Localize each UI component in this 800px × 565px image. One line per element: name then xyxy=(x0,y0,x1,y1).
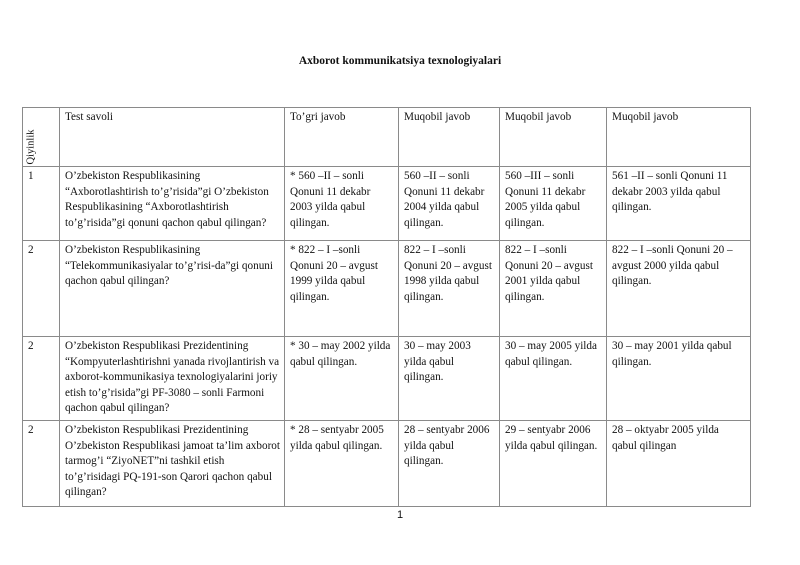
question-cell: O’zbekiston Respublikasining “Telekommunikasiyalar to’g’risi-da”gi qonuni qachon qabul qilingan? xyxy=(60,241,285,337)
question-cell: O’zbekiston Respublikasi Prezidentining O’zbekiston Respublikasi jamoat ta’lim axborot tarmog’i “ZiyoNET”ni tashkil etish to’g’risidagi PQ-191-son Qarori qachon qabul qilingan? xyxy=(60,421,285,507)
difficulty-cell: 2 xyxy=(23,337,60,421)
header-alternative-answer-3: Muqobil javob xyxy=(607,108,751,167)
correct-answer-cell: * 560 –II – sonli Qonuni 11 dekabr 2003 yilda qabul qilingan. xyxy=(285,167,399,241)
difficulty-cell: 2 xyxy=(23,241,60,337)
header-alternative-answer-2: Muqobil javob xyxy=(500,108,607,167)
header-difficulty xyxy=(23,108,60,167)
alternative-answer-cell: 28 – sentyabr 2006 yilda qabul qilingan. xyxy=(399,421,500,507)
alternative-answer-cell: 30 – may 2003 yilda qabul qilingan. xyxy=(399,337,500,421)
table-row xyxy=(23,421,751,507)
alternative-answer-cell: 29 – sentyabr 2006 yilda qabul qilingan. xyxy=(500,421,607,507)
table-row xyxy=(23,337,751,421)
difficulty-cell: 1 xyxy=(23,167,60,241)
correct-answer-cell: * 822 – I –sonli Qonuni 20 – avgust 1999 yilda qabul qilingan. xyxy=(285,241,399,337)
alternative-answer-cell: 30 – may 2001 yilda qabul qilingan. xyxy=(607,337,751,421)
table-row xyxy=(23,167,751,241)
header-alternative-answer-1: Muqobil javob xyxy=(399,108,500,167)
alternative-answer-cell: 822 – I –sonli Qonuni 20 – avgust 2000 yilda qabul qilingan. xyxy=(607,241,751,337)
test-questions-table xyxy=(22,107,751,507)
question-cell: O’zbekiston Respublikasi Prezidentining “Kompyuterlashtirishni yanada rivojlantirish va axborot-kommunikasiya texnologiyalarini joriy etish to’g’risida”gi PF-3080 – sonli Farmoni qachon qabul qilingan? xyxy=(60,337,285,421)
header-question: Test savoli xyxy=(60,108,285,167)
alternative-answer-cell: 822 – I –sonli Qonuni 20 – avgust 2001 yilda qabul qilingan. xyxy=(500,241,607,337)
table-header-row xyxy=(23,108,751,167)
header-difficulty-label: Qiyinlik xyxy=(25,128,37,164)
correct-answer-cell: * 30 – may 2002 yilda qabul qilingan. xyxy=(285,337,399,421)
alternative-answer-cell: 560 –III – sonli Qonuni 11 dekabr 2005 yilda qabul qilingan. xyxy=(500,167,607,241)
header-correct-answer: To’gri javob xyxy=(285,108,399,167)
document-title: Axborot kommunikatsiya texnologiyalari xyxy=(298,55,502,67)
difficulty-cell: 2 xyxy=(23,421,60,507)
alternative-answer-cell: 561 –II – sonli Qonuni 11 dekabr 2003 yilda qabul qilingan. xyxy=(607,167,751,241)
page-number: 1 xyxy=(396,509,404,521)
correct-answer-cell: * 28 – sentyabr 2005 yilda qabul qilingan. xyxy=(285,421,399,507)
question-cell: O’zbekiston Respublikasining “Axborotlashtirish to’g’risida”gi O’zbekiston Respublikasining “Axborotlashtirish to’g’risida”gi qonuni qachon qabul qilingan? xyxy=(60,167,285,241)
alternative-answer-cell: 28 – oktyabr 2005 yilda qabul qilingan xyxy=(607,421,751,507)
alternative-answer-cell: 30 – may 2005 yilda qabul qilingan. xyxy=(500,337,607,421)
table-row xyxy=(23,241,751,337)
alternative-answer-cell: 560 –II – sonli Qonuni 11 dekabr 2004 yilda qabul qilingan. xyxy=(399,167,500,241)
alternative-answer-cell: 822 – I –sonli Qonuni 20 – avgust 1998 yilda qabul qilingan. xyxy=(399,241,500,337)
